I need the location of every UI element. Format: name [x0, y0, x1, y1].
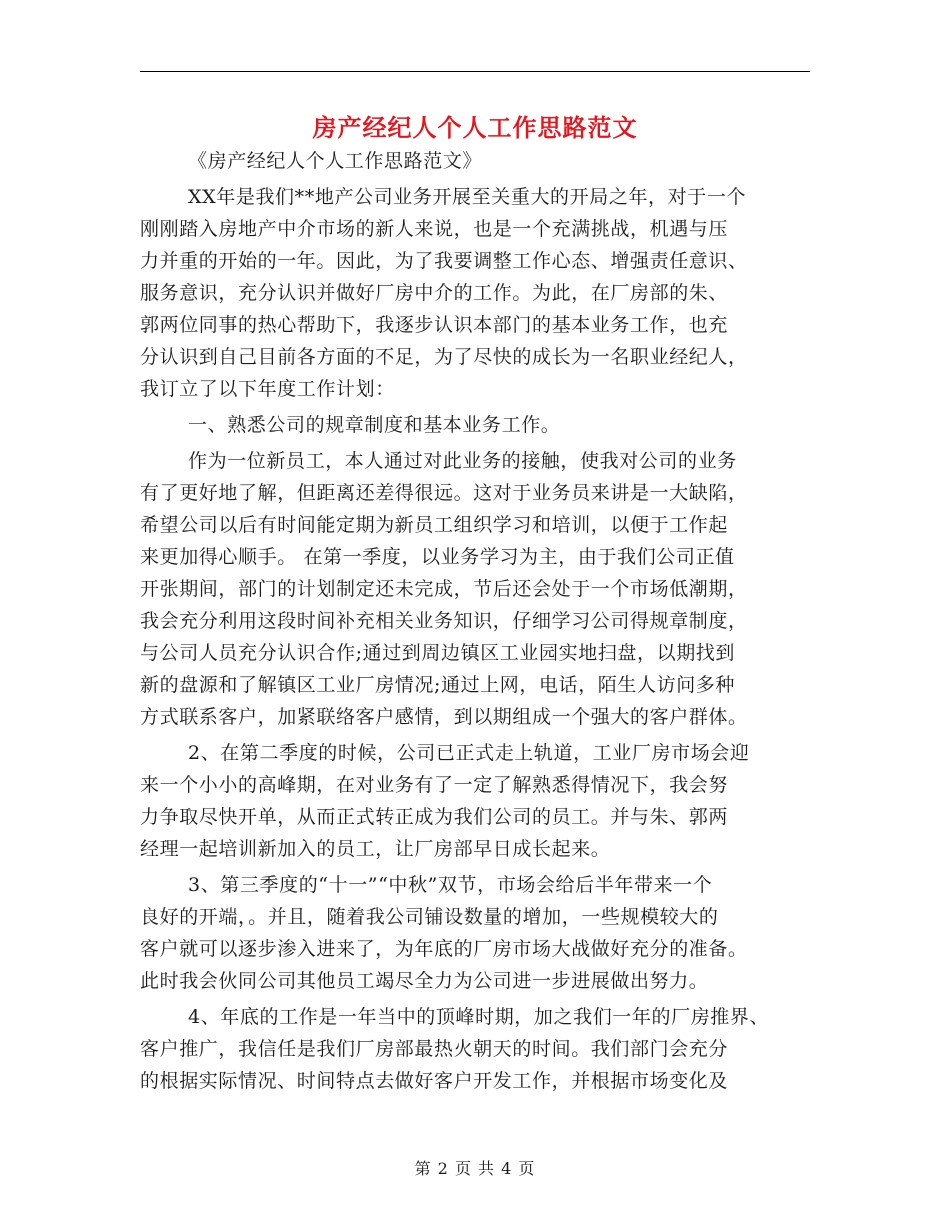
text-line: 《房产经纪人个人工作思路范文》 — [188, 150, 483, 172]
text-line: 2、在第二季度的时候，公司已正式走上轨道，工业厂房市场会迎 — [188, 742, 750, 764]
text-line: 我订立了以下年度工作计划： — [140, 378, 395, 400]
text-line: 方式联系客户，加紧联络客户感情，到以期组成一个强大的客户群体。 — [140, 706, 748, 728]
text-line: 郭两位同事的热心帮助下，我逐步认识本部门的基本业务工作，也充 — [140, 314, 729, 336]
text-line: 客户推广，我信任是我们厂房部最热火朝天的时间。我们部门会充分 — [140, 1038, 729, 1060]
text-line: 的根据实际情况、时间特点去做好客户开发工作，并根据市场变化及 — [140, 1070, 729, 1092]
document-title: 房产经纪人个人工作思路范文 — [312, 113, 638, 142]
text-line: 良好的开端，。并且，随着我公司铺设数量的增加，一些规模较大的 — [140, 906, 719, 928]
section-heading: 一、熟悉公司的规章制度和基本业务工作。 — [188, 414, 561, 436]
text-line: 新的盘源和了解镇区工业厂房情况;通过上网，电话，陌生人访问多种 — [140, 674, 736, 696]
text-line: 4、年底的工作是一年当中的顶峰时期，加之我们一年的厂房推界、 — [188, 1006, 770, 1028]
text-line: 分认识到自己目前各方面的不足，为了尽快的成长为一名职业经纪人， — [140, 346, 748, 368]
text-line: 力并重的开始的一年。因此，为了我要调整工作心态、增强责任意识、 — [140, 250, 748, 272]
text-line: 刚刚踏入房地产中介市场的新人来说，也是一个充满挑战，机遇与压 — [140, 218, 729, 240]
text-line: 有了更好地了解，但距离还差得很远。这对于业务员来讲是一大缺陷， — [140, 482, 748, 504]
text-line: 来一个小小的高峰期，在对业务有了一定了解熟悉得情况下，我会努 — [140, 774, 729, 796]
text-line: 此时我会伙同公司其他员工竭尽全力为公司进一步进展做出努力。 — [140, 970, 709, 992]
text-line: 3、第三季度的“十一”“中秋”双节，市场会给后半年带来一个 — [188, 874, 713, 896]
text-line: 我会充分利用这段时间补充相关业务知识，仔细学习公司得规章制度， — [140, 610, 748, 632]
text-line: 力争取尽快开单，从而正式转正成为我们公司的员工。并与朱、郭两 — [140, 806, 729, 828]
text-line: 客户就可以逐步渗入进来了，为年底的厂房市场大战做好充分的准备。 — [140, 938, 748, 960]
text-line: 经理一起培训新加入的员工，让厂房部早日成长起来。 — [140, 838, 611, 860]
text-line: 服务意识，充分认识并做好厂房中介的工作。为此，在厂房部的朱、 — [140, 282, 729, 304]
header-rule — [140, 71, 810, 72]
text-line: 来更加得心顺手。 在第一季度，以业务学习为主，由于我们公司正值 — [140, 546, 735, 568]
text-line: 作为一位新员工，本人通过对此业务的接触，使我对公司的业务 — [188, 450, 737, 472]
text-line: 希望公司以后有时间能定期为新员工组织学习和培训，以便于工作起 — [140, 514, 729, 536]
text-line: XX年是我们**地产公司业务开展至关重大的开局之年，对于一个 — [188, 186, 747, 208]
text-line: 与公司人员充分认识合作;通过到周边镇区工业园实地扫盘，以期找到 — [140, 642, 736, 664]
page-footer: 第 2 页 共 4 页 — [414, 1159, 536, 1178]
text-line: 开张期间，部门的计划制定还未完成，节后还会处于一个市场低潮期， — [140, 578, 748, 600]
